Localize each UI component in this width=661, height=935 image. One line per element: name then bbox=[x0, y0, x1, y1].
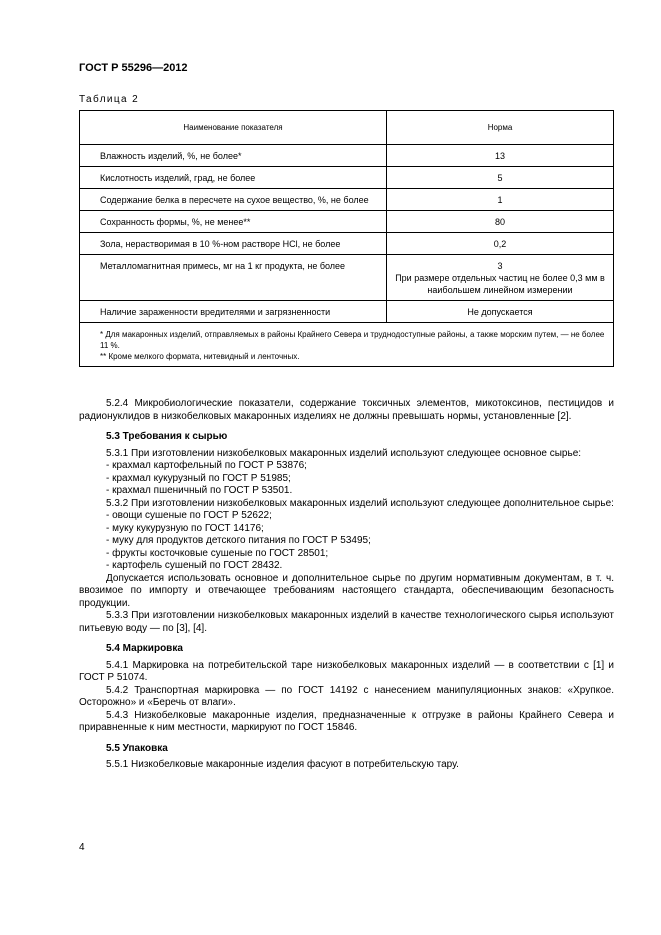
indicators-table bbox=[79, 110, 614, 367]
table-header-row bbox=[80, 111, 614, 145]
table-note: ** Кроме мелкого формата, нитевидный и ленточных. bbox=[100, 352, 300, 361]
paragraph-allowed: Допускается использовать основное и дополнительное сырье по другим нормативным документам, в т. ч. ввозимое по импорту и отвечающее требованиям настоящего стандарта, обеспечивающим безопасность продукции. bbox=[79, 572, 614, 609]
row-name: Сохранность формы, %, не менее** bbox=[80, 211, 387, 233]
document-header: ГОСТ Р 55296—2012 bbox=[79, 62, 188, 74]
column-header-norm: Норма bbox=[387, 111, 614, 145]
row-name: Металломагнитная примесь, мг на 1 кг продукта, не более bbox=[80, 255, 387, 301]
list-item: - муку для продуктов детского питания по ГОСТ Р 53495; bbox=[106, 535, 371, 546]
table-note: * Для макаронных изделий, отправляемых в районы Крайнего Севера и труднодоступные районы, а также морским путем, — не более 11 %. bbox=[100, 330, 605, 350]
list-item: - крахмал пшеничный по ГОСТ Р 53501. bbox=[106, 485, 293, 496]
column-header-name: Наименование показателя bbox=[80, 111, 387, 145]
row-value-note: При размере отдельных частиц не более 0,3 мм в наибольшем линейном измерении bbox=[395, 273, 605, 295]
paragraph-5-4-1: 5.4.1 Маркировка на потребительской таре низкобелковых макаронных изделий — в соответствии с [1] и ГОСТ Р 51074. bbox=[79, 659, 614, 683]
list-item: - картофель сушеный по ГОСТ 28432. bbox=[106, 560, 283, 571]
paragraph-5-5-1: 5.5.1 Низкобелковые макаронные изделия фасуют в потребительскую тару. bbox=[106, 759, 459, 770]
table-notes bbox=[80, 323, 614, 367]
page-number: 4 bbox=[79, 842, 85, 853]
row-value: 1 bbox=[387, 189, 614, 211]
list-item: - муку кукурузную по ГОСТ 14176; bbox=[106, 522, 264, 534]
paragraph-5-4-3: 5.4.3 Низкобелковые макаронные изделия, предназначенные к отгрузке в районы Крайнего Севера и приравненные к ним местности, маркируют по ГОСТ 15846. bbox=[79, 709, 614, 733]
table-row bbox=[80, 301, 614, 323]
section-title-5-5: 5.5 Упаковка bbox=[106, 742, 168, 754]
paragraph-5-3-2: 5.3.2 При изготовлении низкобелковых макаронных изделий используют следующее дополнительное сырье: bbox=[106, 497, 614, 509]
row-name: Влажность изделий, %, не более* bbox=[80, 145, 387, 167]
table-row bbox=[80, 145, 614, 167]
row-value: 3 bbox=[497, 261, 503, 271]
paragraph-5-3-3: 5.3.3 При изготовлении низкобелковых макаронных изделий в качестве технологического сырья используют питьевую воду — по [3], [4]. bbox=[79, 610, 614, 634]
table-row bbox=[80, 233, 614, 255]
row-value: 0,2 bbox=[387, 233, 614, 255]
row-name: Зола, нерастворимая в 10 %-ном растворе HCl, не более bbox=[80, 233, 387, 255]
row-value-cell bbox=[387, 255, 614, 301]
section-title-5-3: 5.3 Требования к сырью bbox=[106, 431, 228, 442]
row-value: 5 bbox=[387, 167, 614, 189]
row-value: 80 bbox=[387, 211, 614, 233]
document-body bbox=[79, 398, 614, 772]
row-value: Не допускается bbox=[387, 301, 614, 323]
table-row bbox=[80, 189, 614, 211]
row-value: 13 bbox=[387, 145, 614, 167]
row-name: Кислотность изделий, град, не более bbox=[80, 167, 387, 189]
section-title-5-4: 5.4 Маркировка bbox=[106, 643, 183, 654]
list-item: - крахмал картофельный по ГОСТ Р 53876; bbox=[106, 460, 307, 471]
list-item: - овощи сушеные по ГОСТ Р 52622; bbox=[106, 510, 272, 521]
table-caption: Таблица 2 bbox=[79, 94, 140, 105]
table-notes-row bbox=[80, 323, 614, 367]
table-row bbox=[80, 255, 614, 301]
list-item: - фрукты косточковые сушеные по ГОСТ 28501; bbox=[106, 547, 329, 559]
table-row bbox=[80, 167, 614, 189]
paragraph-5-2-4: 5.2.4 Микробиологические показатели, содержание токсичных элементов, микотоксинов, пестицидов и радионуклидов в низкобелковых макаронных изделиях не должны превышать нормы, установленные [2]. bbox=[79, 398, 614, 422]
row-name: Содержание белка в пересчете на сухое вещество, %, не более bbox=[80, 189, 387, 211]
paragraph-5-4-2: 5.4.2 Транспортная маркировка — по ГОСТ 14192 с нанесением манипуляционных знаков: «Хрупкое. Осторожно» и «Беречь от влаги». bbox=[79, 684, 614, 708]
table-row bbox=[80, 211, 614, 233]
paragraph-5-3-1: 5.3.1 При изготовлении низкобелковых макаронных изделий используют следующее основное сырье: bbox=[106, 447, 582, 459]
list-item: - крахмал кукурузный по ГОСТ Р 51985; bbox=[106, 472, 291, 484]
row-name: Наличие зараженности вредителями и загрязненности bbox=[80, 301, 387, 323]
